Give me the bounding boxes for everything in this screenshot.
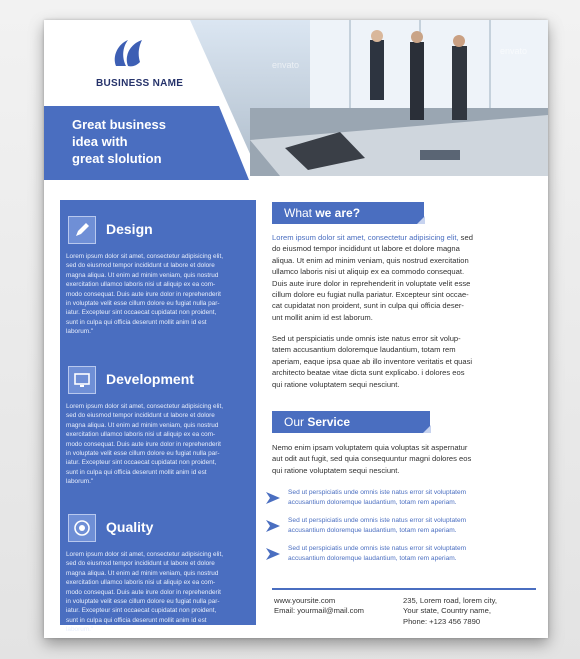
arrow-right-icon: [266, 492, 280, 504]
our-service-intro: Nemo enim ipsam voluptatem quia voluptas sit aspernatur aut odit aut fugit, sed quia consequuntur magni dolores eos qui ratione voluptatem sequi nesciunt.: [272, 443, 472, 475]
watermark-text: envato: [500, 46, 528, 56]
watermark-text-left: envato: [272, 60, 300, 70]
section-body-development: Lorem ipsum dolor sit amet, consectetur adipisicing elit, sed do eiusmod tempor incididunt ut labore et dolore magna aliqua. Ut enim ad minim veniam, quis nostrud exercitation ullamco laboris nisi ut aliquip ex ea com- modo consequat. Duis aute irure dolor in reprehenderit in voluptate velit esse cillum dolore eu fugiat nulla par- iatur. Excepteur sint occaecat cupidatat non proident, sunt in culpa qui officia deserunt mollit anim id est laborum.": [66, 403, 223, 486]
website-text: www.yoursite.com: [274, 596, 336, 605]
section-title-quality: Quality: [106, 519, 154, 535]
arrow-right-icon: [266, 520, 280, 532]
what-we-are-para1: Lorem ipsum dolor sit amet, consectetur adipisicing elit, sed do eiusmod tempor incididunt ut labore et dolore magna aliqua. Ut enim ad minim veniam, quis nostrud exercitation ullamco laboris nisi ut aliquip ex ea commodo consequat. Duis aute irure dolor in reprehenderit in voluptate velit esse cillum dolore eu fugiat nulla pariatur. Excepteur sint occae- cat cupidatat non proident, sunt in culpa qui officia deser- unt mollit anim id est laborum.: [272, 233, 473, 322]
footer-divider: [272, 588, 536, 590]
service-bullet: Sed ut perspiciatis unde omnis iste natus error sit voluptatem accusantium doloremque laudantium, totam rem aperiam.: [266, 488, 546, 510]
what-we-are-bold: we are?: [315, 206, 361, 220]
phone-text: Phone: +123 456 7890: [403, 616, 481, 626]
section-body-design: Lorem ipsum dolor sit amet, consectetur adipisicing elit, sed do eiusmod tempor incididunt ut labore et dolore magna aliqua. Ut enim ad minim veniam, quis nostrud exercitation ullamco laboris nisi ut aliquip ex ea com- modo consequat. Duis aute irure dolor in reprehenderit in voluptate velit esse cillum dolore eu fugiat nulla par- iatur. Excepteur sint occaecat cupidatat non proident, sunt in culpa qui officia deserunt mollit anim id est laborum.": [66, 253, 223, 336]
contact-right: [403, 596, 497, 627]
section-body-quality: Lorem ipsum dolor sit amet, consectetur adipisicing elit, sed do eiusmod tempor incididunt ut labore et dolore magna aliqua. Ut enim ad minim veniam, quis nostrud exercitation ullamco laboris nisi ut aliquip ex ea com- modo consequat. Duis aute irure dolor in reprehenderit in voluptate velit esse cillum dolore eu fugiat nulla par- iatur. Excepteur sint occaecat cupidatat non proident, sunt in culpa qui officia deserunt mollit anim id est laborum.": [66, 551, 223, 634]
corner-fold: [417, 216, 425, 224]
email-text: Email: yourmail@mail.com: [274, 606, 364, 616]
what-we-are-prefix: What: [284, 206, 316, 220]
address-line-2: Your state, Country name,: [403, 606, 491, 616]
left-column: [60, 200, 256, 634]
address-line-1: 235, Lorem road, lorem city,: [403, 596, 497, 605]
tagline-line: idea with: [72, 134, 128, 149]
tagline-line: great slolution: [72, 151, 162, 166]
monitor-icon: [68, 366, 96, 394]
what-we-are-para2: Sed ut perspiciatis unde omnis iste natus error sit volup- tatem accusantium doloremque laudantium, totam rem aperiam, eaque ipsa quae ab illo inventore veritatis et quasi architecto beatae vitae dicta sunt explicabo. i dolores eos qui ratione voluptatem sequi nesciunt.: [272, 334, 473, 389]
what-we-are-header: [272, 202, 424, 224]
service-bullet: Sed ut perspiciatis unde omnis iste natus error sit voluptatem accusantium doloremque laudantium, totam rem aperiam.: [266, 516, 546, 538]
tagline: [72, 116, 232, 167]
arrow-right-icon: [266, 548, 280, 560]
corner-fold: [423, 425, 431, 433]
pencil-icon: [68, 216, 96, 244]
our-service-header: [272, 411, 430, 433]
section-title-development: Development: [106, 371, 194, 387]
lead-highlight: Lorem ipsum dolor sit amet, consectetur adipisicing elit,: [272, 233, 459, 242]
flyer: [44, 20, 548, 638]
tagline-line: Great business: [72, 117, 166, 132]
section-title-design: Design: [106, 221, 153, 237]
our-service-prefix: Our: [284, 415, 308, 429]
our-service-bold: Service: [307, 415, 351, 429]
service-bullet: Sed ut perspiciatis unde omnis iste natus error sit voluptatem accusantium doloremque laudantium, totam rem aperiam.: [266, 544, 546, 566]
logo-icon: [110, 38, 150, 70]
badge-icon: [68, 514, 96, 542]
contact-left: [274, 596, 364, 617]
brand-name: BUSINESS NAME: [96, 78, 184, 89]
